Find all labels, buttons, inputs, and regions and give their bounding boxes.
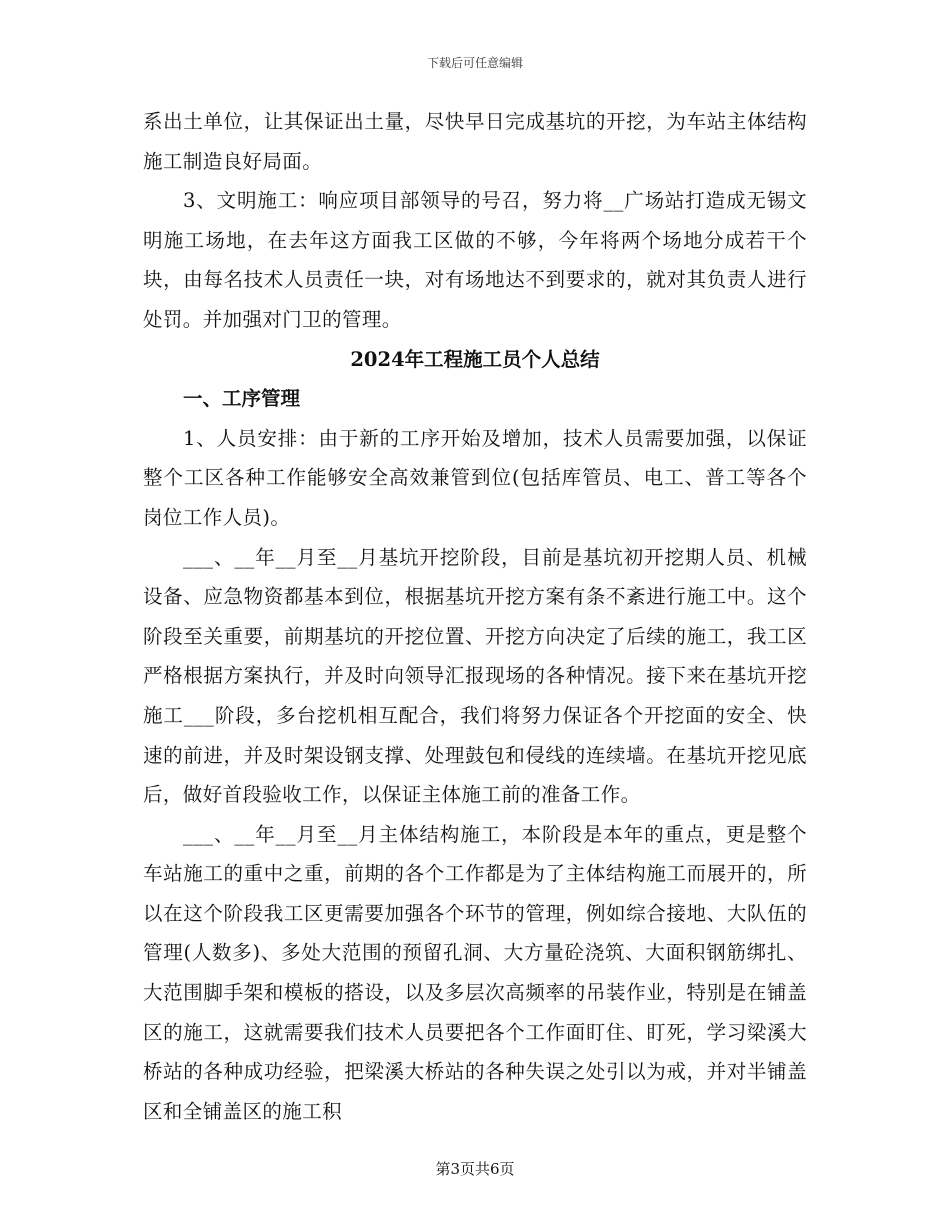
page-number: 第3页共6页 — [435, 1160, 515, 1178]
page-header-note: 下载后可任意编辑 — [426, 56, 523, 70]
paragraph-staffing: 1、人员安排：由于新的工序开始及增加，技术人员需要加强，以保证整个工区各种工作能够安全高效兼管到位(包括库管员、电工、普工等各个岗位工作人员)。 — [143, 426, 807, 529]
paragraph-continued: 系出土单位，让其保证出土量，尽快早日完成基坑的开挖，为车站主体结构施工制造良好局面。 — [143, 110, 807, 173]
document-title: 2024年工程施工员个人总结 — [350, 347, 600, 371]
document-body — [143, 102, 807, 1131]
section-heading-process-management: 一、工序管理 — [183, 387, 301, 411]
paragraph-excavation-stage: ___、__年__月至__月基坑开挖阶段，目前是基坑初开挖期人员、机械设备、应急物资都基本到位，根据基坑开挖方案有条不紊进行施工中。这个阶段至关重要，前期基坑的开挖位置、开挖方向决定了后续的施工，我工区严格根据方案执行，并及时向领导汇报现场的各种情况。接下来在基坑开挖施工___阶段，多台挖机相互配合，我们将努力保证各个开挖面的安全、快速的前进，并及时架设钢支撑、处理鼓包和侵线的连续墙。在基坑开挖见底后，做好首段验收工作，以保证主体施工前的准备工作。 — [143, 545, 807, 807]
paragraph-main-structure-stage: ___、__年__月至__月主体结构施工，本阶段是本年的重点，更是整个车站施工的重中之重，前期的各个工作都是为了主体结构施工而展开的，所以在这个阶段我工区更需要加强各个环节的管理，例如综合接地、大队伍的管理(人数多)、多处大范围的预留孔洞、大方量砼浇筑、大面积钢筋绑扎、大范围脚手架和模板的搭设，以及多层次高频率的吊装作业，特别是在铺盖区的施工，这就需要我们技术人员要把各个工作面盯住、盯死，学习梁溪大桥站的各种成功经验，把梁溪大桥站的各种失误之处引以为戒，并对半铺盖区和全铺盖区的施工积 — [143, 822, 807, 1123]
paragraph-civilized-construction: 3、文明施工：响应项目部领导的号召，努力将__广场站打造成无锡文明施工场地，在去年这方面我工区做的不够，今年将两个场地分成若干个块，由每名技术人员责任一块，对有场地达不到要求的，就对其负责人进行处罚。并加强对门卫的管理。 — [143, 189, 807, 331]
